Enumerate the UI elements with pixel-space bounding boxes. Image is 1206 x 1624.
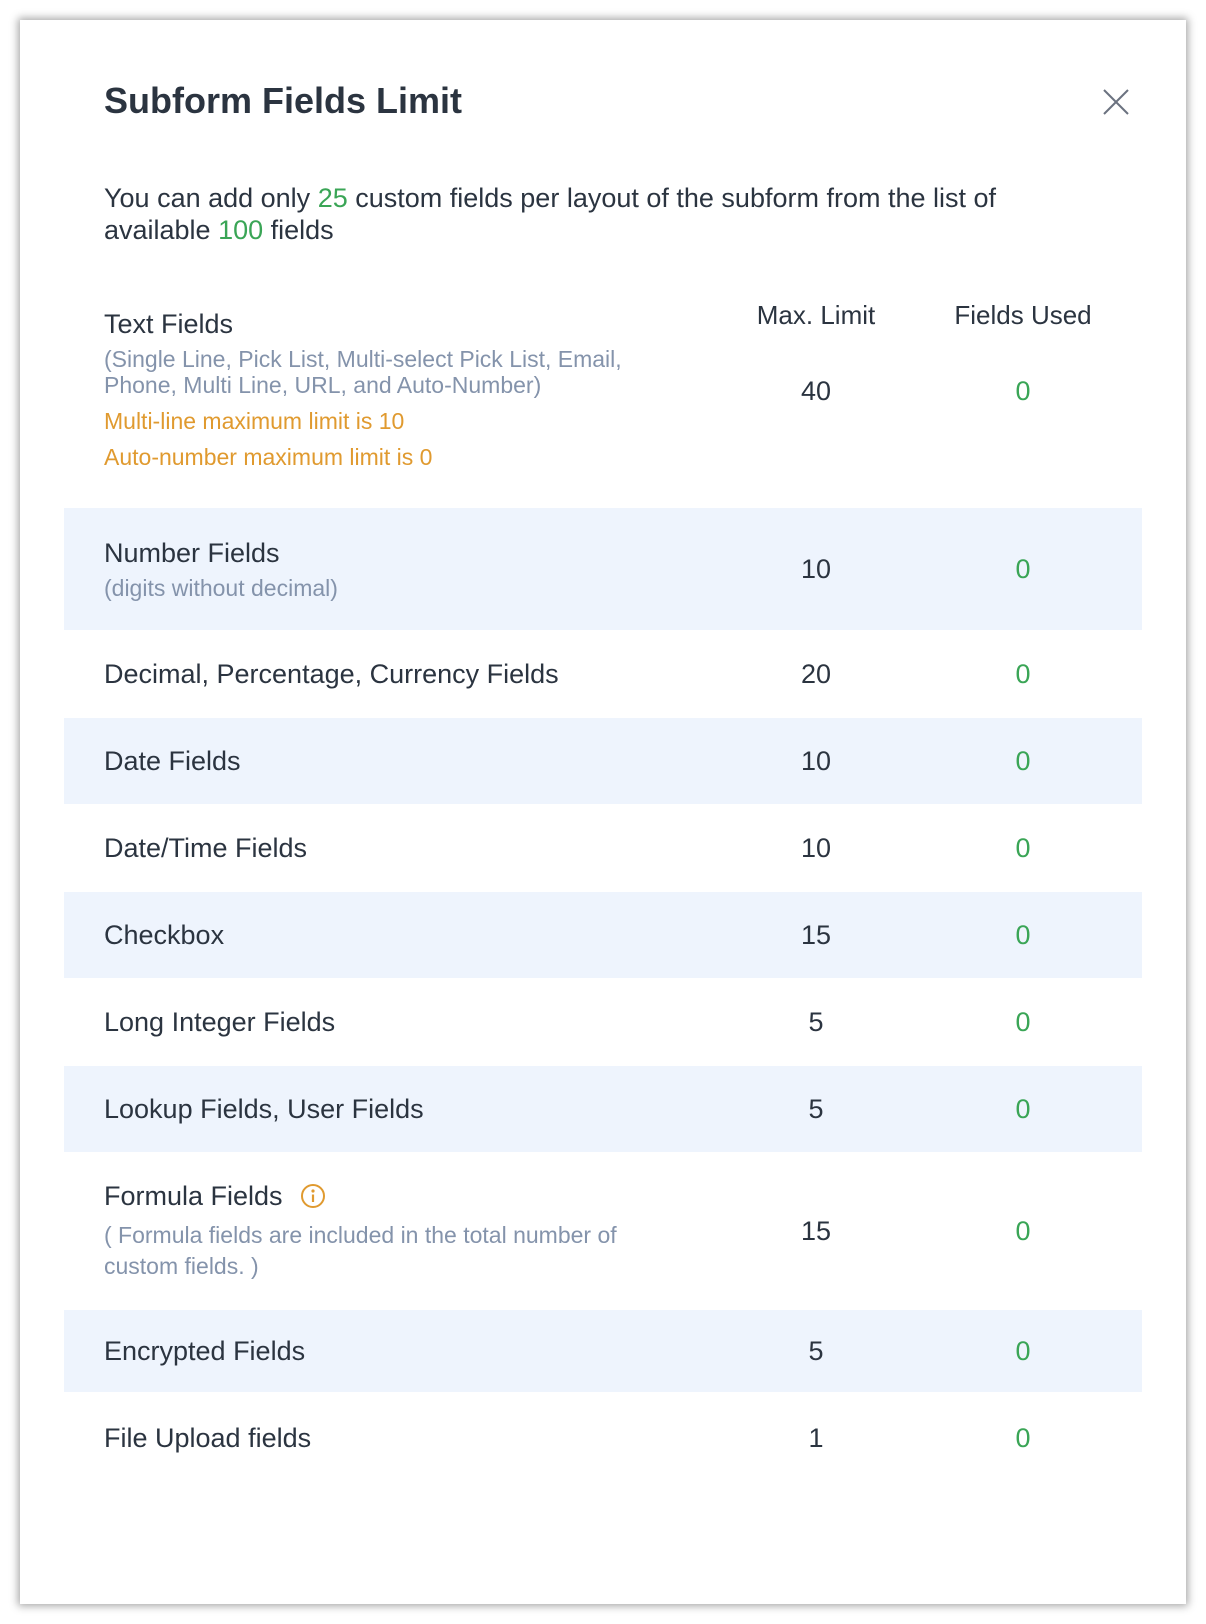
row-fields-used: 0	[1015, 745, 1031, 776]
row-name-cell	[64, 1335, 728, 1367]
table-row	[64, 508, 1142, 630]
table-row	[64, 1310, 1142, 1392]
row-name: Formula Fields	[104, 1181, 283, 1211]
row-description: (digits without decimal)	[104, 575, 338, 601]
row-name: File Upload fields	[104, 1423, 312, 1453]
row-name: Date Fields	[104, 746, 241, 776]
row-name: Long Integer Fields	[104, 1007, 336, 1037]
row-name-cell	[64, 1093, 728, 1125]
table-row	[64, 892, 1142, 978]
table-row	[64, 718, 1142, 804]
intro-prefix: You can add only	[104, 183, 318, 213]
row-name-line	[104, 1180, 728, 1212]
row-max-limit: 10	[800, 745, 832, 776]
table-row	[64, 1152, 1142, 1310]
row-fields-used: 0	[1015, 919, 1031, 950]
row-name-cell	[64, 1006, 728, 1038]
row-note: Multi-line maximum limit is 10	[104, 408, 405, 434]
row-max-limit: 15	[800, 919, 832, 950]
intro-text	[104, 182, 1104, 246]
row-name-cell	[64, 1422, 728, 1454]
intro-suffix: fields	[263, 215, 334, 245]
table-row	[64, 1392, 1142, 1484]
intro-middle: custom fields per layout of the subform from the list of available	[104, 183, 997, 245]
row-name: Number Fields	[104, 538, 280, 568]
available-total-value: 100	[218, 215, 264, 245]
row-name: Date/Time Fields	[104, 833, 308, 863]
table-row	[64, 300, 1142, 508]
limits-table	[64, 300, 1142, 1484]
row-fields-used: 0	[1015, 1422, 1031, 1453]
row-name: Text Fields	[104, 309, 234, 339]
row-name-cell	[64, 300, 728, 470]
row-name: Encrypted Fields	[104, 1336, 306, 1366]
row-name-cell	[64, 658, 728, 690]
close-button[interactable]	[1098, 84, 1134, 120]
row-fields-used: 0	[1015, 658, 1031, 689]
dialog-title: Subform Fields Limit	[104, 80, 463, 121]
table-row	[64, 630, 1142, 718]
row-name-cell	[64, 1180, 728, 1282]
row-name-cell	[64, 537, 728, 601]
row-name: Checkbox	[104, 920, 225, 950]
subform-fields-limit-dialog	[20, 20, 1186, 1604]
row-max-limit: 10	[800, 553, 832, 584]
row-fields-used: 0	[1015, 1335, 1031, 1366]
row-fields-used: 0	[1015, 553, 1031, 584]
row-max-limit: 1	[808, 1422, 824, 1453]
custom-limit-value: 25	[317, 183, 348, 213]
row-name: Decimal, Percentage, Currency Fields	[104, 659, 559, 689]
row-fields-used: 0	[1015, 832, 1031, 863]
dialog-frame	[20, 20, 1186, 1604]
row-max-limit: 20	[800, 658, 832, 689]
row-fields-used: 0	[1015, 1006, 1031, 1037]
row-description: (Single Line, Pick List, Multi-select Pick List, Email, Phone, Multi Line, URL, and Auto-Number)	[104, 346, 622, 398]
row-description: ( Formula fields are included in the total number of custom fields. )	[104, 1222, 617, 1279]
header-fields-used: Fields Used	[954, 300, 1092, 330]
table-row	[64, 978, 1142, 1066]
row-name: Lookup Fields, User Fields	[104, 1094, 424, 1124]
row-max-limit: 5	[808, 1093, 824, 1124]
row-fields-used: 0	[1015, 376, 1031, 406]
row-max-limit: 5	[808, 1006, 824, 1037]
row-name-cell	[64, 745, 728, 777]
row-name-cell	[64, 919, 728, 951]
header-max-limit: Max. Limit	[756, 300, 876, 330]
table-row	[64, 1066, 1142, 1152]
table-row	[64, 804, 1142, 892]
row-fields-used: 0	[1015, 1093, 1031, 1124]
row-max-limit: 10	[800, 832, 832, 863]
row-max-limit: 40	[800, 376, 832, 406]
row-max-limit: 5	[808, 1335, 824, 1366]
info-icon[interactable]	[300, 1183, 326, 1209]
close-icon	[1098, 84, 1134, 120]
row-max-limit: 15	[800, 1215, 832, 1246]
row-name-cell	[64, 832, 728, 864]
row-fields-used: 0	[1015, 1215, 1031, 1246]
row-note: Auto-number maximum limit is 0	[104, 444, 433, 470]
